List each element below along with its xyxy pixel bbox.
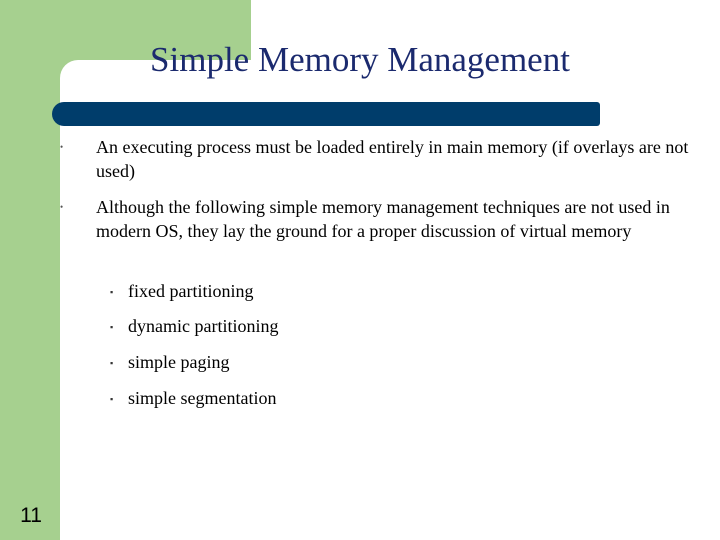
decorative-green-block-left <box>0 100 60 540</box>
sub-bullet-text: simple segmentation <box>128 388 277 408</box>
slide-title: Simple Memory Management <box>150 40 570 79</box>
sub-bullet-text: simple paging <box>128 352 230 372</box>
square-bullet-icon: ▪ <box>110 287 114 297</box>
sub-bullet-item <box>110 314 628 338</box>
sub-bullet-text: fixed partitioning <box>128 281 254 301</box>
square-bullet-icon: ▪ <box>110 394 114 404</box>
sub-bullet-text: dynamic partitioning <box>128 316 279 336</box>
bullet-dot-icon: • <box>60 142 64 152</box>
sub-bullet-item <box>110 386 628 410</box>
square-bullet-icon: ▪ <box>110 358 114 368</box>
title-underline-bar <box>52 102 600 126</box>
bullet-dot-icon: • <box>60 202 64 212</box>
bullet-item <box>60 135 696 183</box>
sub-bullet-item <box>110 350 628 374</box>
bullet-item <box>60 195 696 243</box>
square-bullet-icon: ▪ <box>110 322 114 332</box>
sub-bullet-item <box>110 279 628 303</box>
bullet-text: An executing process must be loaded entirely in main memory (if overlays are not used) <box>96 137 689 181</box>
slide-number: 11 <box>20 504 42 527</box>
bullet-text: Although the following simple memory management techniques are not used in modern OS, they lay the ground for a proper discussion of virtual memory <box>96 197 670 241</box>
